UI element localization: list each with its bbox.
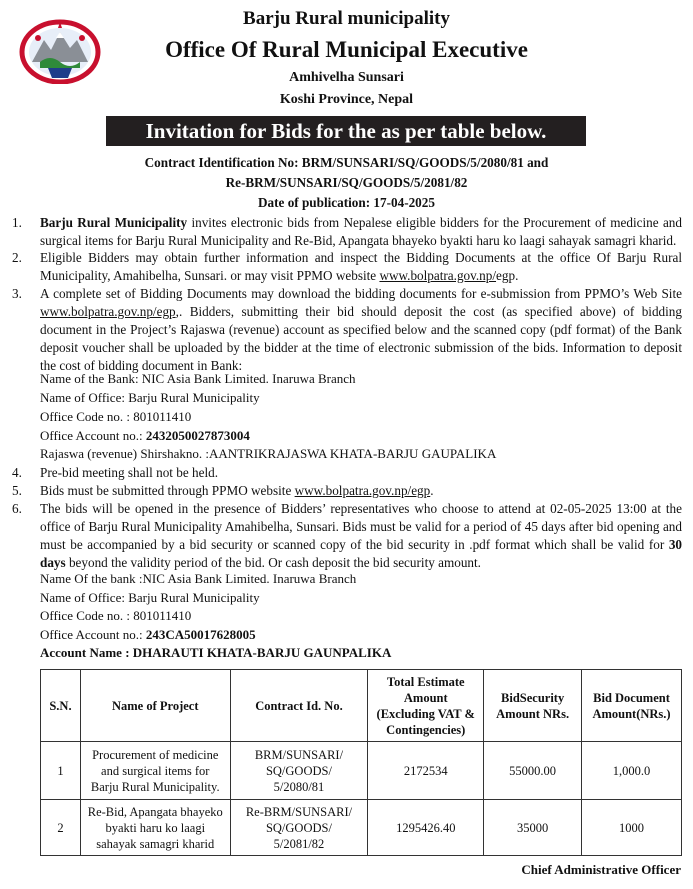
cell-sn: 1: [41, 742, 81, 800]
province-line: Koshi Province, Nepal: [279, 92, 414, 107]
office-name: Name of Office: Barju Rural Municipality: [40, 590, 260, 605]
item-number: 3.: [12, 286, 22, 301]
col-header-sn: S.N.: [41, 670, 81, 742]
account-number: 243CA50017628005: [145, 627, 256, 642]
publication-date: Date of publication: 17-04-2025: [258, 195, 435, 210]
item-text: The bids will be opened in the presence of Bidders’ representatives who choose to attend at 02-05-2025 13:00 at the office of Barju Rural Municipality Amahibelha, Sunsari. Bids must be valid for a period of 45 days after bid opening and must be accompanied by a bid security or scanned copy of the bid security in .pdf format which shall be valid for 30 days beyond the validity period of the bid. Or cash deposit the bid security amount.: [40, 501, 682, 570]
cell-contract: BRM/SUNSARI/ SQ/GOODS/ 5/2080/81: [230, 742, 368, 800]
item-number: 2.: [12, 250, 22, 265]
address-line: Amhivelha Sunsari: [289, 70, 404, 85]
bank-name: Name of the Bank: NIC Asia Bank Limited. Inaruwa Branch: [40, 371, 356, 386]
item-number: 6.: [12, 501, 22, 516]
office-account: Office Account no.: 243CA50017628005: [40, 627, 256, 642]
col-header-security: BidSecurity Amount NRs.: [484, 670, 582, 742]
office-code: Office Code no. : 801011410: [40, 608, 192, 623]
cell-security: 35000: [484, 800, 582, 856]
col-header-estimate: Total Estimate Amount (Excluding VAT & Contingencies): [368, 670, 484, 742]
bid-table: [40, 669, 682, 856]
cell-project: Procurement of medicine and surgical items for Barju Rural Municipality.: [80, 742, 230, 800]
cell-doc: 1,000.0: [582, 742, 682, 800]
office-name: Name of Office: Barju Rural Municipality: [40, 390, 260, 405]
item-text: Bids must be submitted through PPMO website www.bolpatra.gov.np/egp.: [40, 483, 434, 498]
item-number: 5.: [12, 483, 22, 498]
item-text: A complete set of Bidding Documents may download the bidding documents for e-submission from PPMO’s Web Site www.bolpatra.gov.np/egp,. Bidders, submitting their bid should deposit the cost (as specified above) of bidding document in the Project’s Rajaswa (revenue) account as specified below and the scanned copy (pdf format) of the Bank deposit voucher shall be uploaded by the bidder at the time of electronic submission of the bids. Information to deposit the cost of bidding document in Bank:: [40, 286, 682, 373]
col-header-doc: Bid Document Amount(NRs.): [582, 670, 682, 742]
cell-project: Re-Bid, Apangata bhayeko byakti haru ko laagi sahayak samagri kharid: [80, 800, 230, 856]
office-account: Office Account no.: 2432050027873004: [40, 428, 250, 443]
municipality-name: Barju Rural municipality: [243, 8, 450, 29]
cell-doc: 1000: [582, 800, 682, 856]
col-header-project: Name of Project: [80, 670, 230, 742]
contract-id-line2: Re-BRM/SUNSARI/SQ/GOODS/5/2081/82: [225, 175, 468, 190]
table-row: [41, 742, 682, 800]
account-number: 2432050027873004: [145, 428, 250, 443]
ppmo-link[interactable]: www.bolpatra.gov.np/egp: [40, 304, 176, 319]
cell-sn: 2: [41, 800, 81, 856]
account-name: Account Name : DHARAUTI KHATA-BARJU GAUNPALIKA: [40, 645, 392, 660]
item-bold: Barju Rural Municipality: [40, 215, 188, 230]
contract-id-line1: Contract Identification No: BRM/SUNSARI/SQ/GOODS/5/2080/81 and: [144, 155, 549, 170]
office-code: Office Code no. : 801011410: [40, 409, 192, 424]
rajaswa-line: Rajaswa (revenue) Shirshakno. :AANTRIKRAJASWA KHATA-BARJU GAUPALIKA: [40, 446, 497, 461]
item-text: Pre-bid meeting shall not be held.: [40, 465, 218, 480]
item-number: 1.: [12, 215, 22, 230]
office-title: Office Of Rural Municipal Executive: [165, 37, 528, 62]
ppmo-link[interactable]: www.bolpatra.gov.np/egp: [294, 483, 431, 498]
table-header-row: [41, 670, 682, 742]
cell-contract: Re-BRM/SUNSARI/ SQ/GOODS/ 5/2081/82: [230, 800, 368, 856]
bank-name: Name Of the bank :NIC Asia Bank Limited. Inaruwa Branch: [40, 571, 357, 586]
ppmo-link[interactable]: www.bolpatra.gov.np/: [379, 268, 497, 283]
item-number: 4.: [12, 465, 22, 480]
item-text: Eligible Bidders may obtain further information and inspect the Bidding Documents at the office Of Barju Rural Municipality, Amahibelha, Sunsari. or may visit PPMO website www.bolpatra.gov.np/egp.: [40, 250, 682, 283]
item-text: Barju Rural Municipality invites electronic bids from Nepalese eligible bidders for the Procurement of medicine and surgical items for Barju Rural Municipality and Re-Bid, Apangata bhayeko byakti haru ko laagi sahayak samagri kharid.: [40, 215, 682, 248]
cell-estimate: 2172534: [368, 742, 484, 800]
cell-security: 55000.00: [484, 742, 582, 800]
col-header-contract: Contract Id. No.: [230, 670, 368, 742]
signature-line: Chief Administrative Officer: [521, 862, 681, 877]
notice-banner: Invitation for Bids for the as per table below.: [106, 116, 586, 146]
cell-estimate: 1295426.40: [368, 800, 484, 856]
table-row: [41, 800, 682, 856]
